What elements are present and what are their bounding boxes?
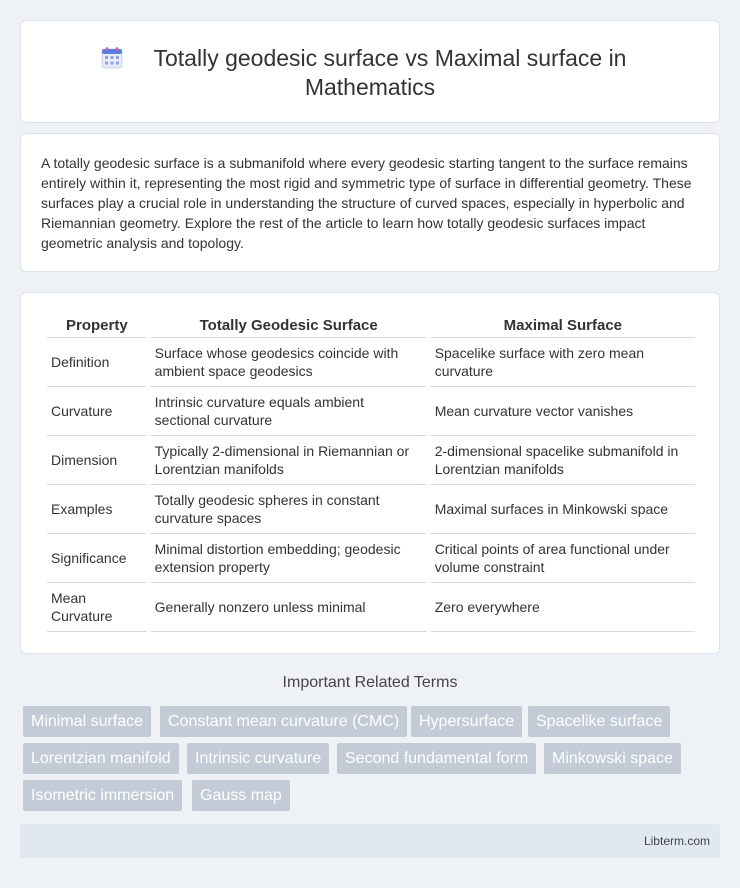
comparison-table: [43, 310, 699, 632]
tag-gauss-map[interactable]: Gauss map: [192, 780, 290, 811]
page-title-line2: Mathematics: [304, 74, 436, 100]
table-row: [47, 534, 695, 583]
table-header-row: [47, 310, 695, 338]
tag-lorentzian-manifold[interactable]: Lorentzian manifold: [23, 743, 179, 774]
row-property: Significance: [47, 534, 147, 583]
row-totally-geodesic: Generally nonzero unless minimal: [151, 583, 427, 632]
intro-card: [20, 133, 720, 272]
row-maximal: Critical points of area functional under volume constraint: [431, 534, 695, 583]
row-totally-geodesic: Minimal distortion embedding; geodesic extension property: [151, 534, 427, 583]
intro-paragraph: A totally geodesic surface is a submanifold where every geodesic starting tangent to the surface remains entirely within it, representing the most rigid and symmetric type of surface in differential geometry. These surfaces play a crucial role in understanding the structure of curved spaces, especially in hyperbolic and Riemannian geometry. Explore the rest of the article to learn how totally geodesic surfaces impact geometric analysis and topology.: [41, 155, 692, 251]
page-title-line1: Totally geodesic surface vs Maximal surface in: [153, 45, 627, 71]
tag-second-fundamental-form[interactable]: Second fundamental form: [337, 743, 536, 774]
row-maximal: Maximal surfaces in Minkowski space: [431, 485, 695, 534]
comparison-card: [20, 292, 720, 654]
table-row: [47, 338, 695, 387]
tag-minimal-surface[interactable]: Minimal surface: [23, 706, 151, 737]
page-title: [21, 44, 719, 102]
tag-cmc[interactable]: Constant mean curvature (CMC): [160, 706, 407, 737]
row-totally-geodesic: Typically 2-dimensional in Riemannian or Lorentzian manifolds: [151, 436, 427, 485]
row-maximal: Mean curvature vector vanishes: [431, 387, 695, 436]
related-terms-title: Important Related Terms: [282, 674, 458, 691]
table-row: [47, 583, 695, 632]
row-totally-geodesic: Totally geodesic spheres in constant curvature spaces: [151, 485, 427, 534]
header-property: Property: [47, 310, 147, 338]
table-row: [47, 387, 695, 436]
row-property: Dimension: [47, 436, 147, 485]
tag-intrinsic-curvature[interactable]: Intrinsic curvature: [187, 743, 329, 774]
header-maximal: Maximal Surface: [431, 310, 695, 338]
tag-spacelike-surface[interactable]: Spacelike surface: [528, 706, 670, 737]
tag-isometric-immersion[interactable]: Isometric immersion: [23, 780, 182, 811]
footer-site-link[interactable]: Libterm.com: [643, 834, 710, 848]
row-maximal: Spacelike surface with zero mean curvature: [431, 338, 695, 387]
row-totally-geodesic: Surface whose geodesics coincide with ambient space geodesics: [151, 338, 427, 387]
row-maximal: 2-dimensional spacelike submanifold in Lorentzian manifolds: [431, 436, 695, 485]
row-maximal: Zero everywhere: [431, 583, 695, 632]
row-property: Examples: [47, 485, 147, 534]
tag-hypersurface[interactable]: Hypersurface: [411, 706, 522, 737]
header-totally-geodesic: Totally Geodesic Surface: [151, 310, 427, 338]
title-card: [20, 20, 720, 123]
row-property: Curvature: [47, 387, 147, 436]
table-row: [47, 485, 695, 534]
footer: [20, 824, 720, 858]
tag-minkowski-space[interactable]: Minkowski space: [544, 743, 681, 774]
table-row: [47, 436, 695, 485]
row-totally-geodesic: Intrinsic curvature equals ambient sectional curvature: [151, 387, 427, 436]
row-property: Definition: [47, 338, 147, 387]
row-property: Mean Curvature: [47, 583, 147, 632]
